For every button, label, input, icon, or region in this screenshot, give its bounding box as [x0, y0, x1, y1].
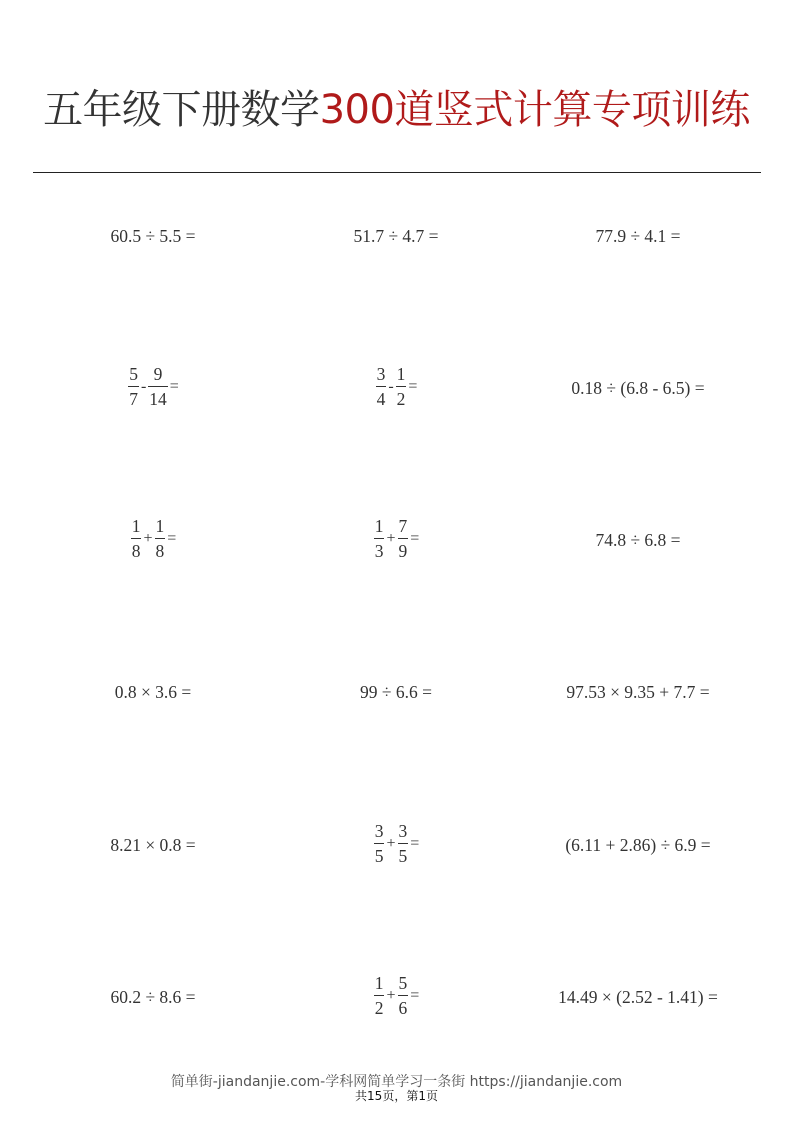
- problem-4-1: [28, 681, 278, 703]
- problem-expression: (6.11 + 2.86) ÷ 6.9 =: [565, 835, 711, 855]
- fraction-expression: [373, 821, 420, 866]
- footer-source: 简单街-jiandanjie.com-学科网简单学习一条街 https://jiandanjie.com: [170, 1074, 623, 1090]
- denominator: 5: [398, 846, 408, 866]
- problem-3-1: [28, 516, 278, 561]
- problem-6-1: [28, 986, 278, 1008]
- operator: +: [143, 529, 153, 547]
- numerator: 9: [153, 364, 163, 384]
- fraction-left: [128, 364, 139, 409]
- fraction-right: [398, 516, 409, 561]
- problem-expression: 0.8 × 3.6 =: [114, 682, 192, 702]
- denominator: 4: [376, 389, 386, 409]
- equals-sign: =: [410, 986, 420, 1004]
- numerator: 5: [398, 973, 408, 993]
- footer-page-number: 共15页，第1页: [355, 1089, 438, 1103]
- fraction-bar: [131, 538, 142, 539]
- problem-expression: 51.7 ÷ 4.7 =: [353, 226, 439, 246]
- title-part1: 五年级下册数学: [43, 87, 320, 133]
- problem-expression: 0.18 ÷ (6.8 - 6.5) =: [571, 378, 705, 398]
- problem-expression: 60.2 ÷ 8.6 =: [110, 987, 196, 1007]
- numerator: 7: [398, 516, 408, 536]
- fraction-bar: [398, 843, 409, 844]
- problem-2-3: [513, 377, 763, 399]
- numerator: 1: [374, 973, 384, 993]
- numerator: 3: [398, 821, 408, 841]
- problem-2-1: [28, 364, 278, 409]
- denominator: 8: [155, 541, 165, 561]
- denominator: 14: [149, 389, 167, 409]
- fraction-right: [155, 516, 166, 561]
- equals-sign: =: [169, 377, 179, 395]
- page-title: [0, 84, 793, 136]
- problem-3-3: [513, 529, 763, 551]
- operator: -: [388, 377, 394, 395]
- problem-expression: 77.9 ÷ 4.1 =: [595, 226, 681, 246]
- problem-6-2: [271, 973, 521, 1018]
- denominator: 7: [129, 389, 138, 409]
- fraction-bar: [398, 538, 409, 539]
- fraction-right: [396, 364, 407, 409]
- problem-4-3: [513, 681, 763, 703]
- problem-expression: 99 ÷ 6.6 =: [360, 682, 432, 702]
- numerator: 3: [374, 821, 384, 841]
- fraction-expression: [373, 516, 420, 561]
- numerator: 1: [396, 364, 406, 384]
- fraction-bar: [398, 995, 409, 996]
- numerator: 5: [129, 364, 138, 384]
- fraction-bar: [148, 386, 168, 387]
- denominator: 3: [374, 541, 384, 561]
- fraction-bar: [374, 843, 385, 844]
- fraction-bar: [396, 386, 407, 387]
- fraction-left: [374, 973, 385, 1018]
- problem-1-3: [513, 225, 763, 247]
- title-divider: [33, 172, 761, 173]
- problem-4-2: [271, 681, 521, 703]
- equals-sign: =: [167, 529, 177, 547]
- fraction-right: [148, 364, 168, 409]
- problem-5-3: [513, 834, 763, 856]
- fraction-expression: [375, 364, 418, 409]
- operator: +: [386, 834, 396, 852]
- problem-expression: 14.49 × (2.52 - 1.41) =: [558, 987, 718, 1007]
- denominator: 2: [396, 389, 406, 409]
- problem-3-2: [271, 516, 521, 561]
- problem-expression: 74.8 ÷ 6.8 =: [595, 530, 681, 550]
- fraction-left: [376, 364, 387, 409]
- fraction-bar: [376, 386, 387, 387]
- fraction-right: [398, 821, 409, 866]
- problem-5-2: [271, 821, 521, 866]
- fraction-bar: [128, 386, 139, 387]
- denominator: 2: [374, 998, 384, 1018]
- fraction-bar: [155, 538, 166, 539]
- problem-5-1: [28, 834, 278, 856]
- problem-expression: 97.53 × 9.35 + 7.7 =: [566, 682, 710, 702]
- operator: +: [386, 986, 396, 1004]
- equals-sign: =: [410, 834, 420, 852]
- fraction-right: [398, 973, 409, 1018]
- fraction-left: [374, 516, 385, 561]
- equals-sign: =: [408, 377, 418, 395]
- fraction-bar: [374, 538, 385, 539]
- operator: +: [386, 529, 396, 547]
- problem-6-3: [513, 986, 763, 1008]
- fraction-expression: [373, 973, 420, 1018]
- problem-1-2: [271, 225, 521, 247]
- denominator: 6: [398, 998, 408, 1018]
- fraction-expression: [127, 364, 179, 409]
- denominator: 9: [398, 541, 408, 561]
- denominator: 5: [374, 846, 384, 866]
- numerator: 1: [131, 516, 141, 536]
- problem-expression: 8.21 × 0.8 =: [110, 835, 196, 855]
- problem-expression: 60.5 ÷ 5.5 =: [110, 226, 196, 246]
- problem-2-2: [271, 364, 521, 409]
- problem-1-1: [28, 225, 278, 247]
- denominator: 8: [131, 541, 141, 561]
- title-part2: 300道竖式计算专项训练: [319, 87, 750, 133]
- fraction-bar: [374, 995, 385, 996]
- numerator: 1: [155, 516, 165, 536]
- operator: -: [140, 377, 147, 395]
- equals-sign: =: [410, 529, 420, 547]
- numerator: 3: [376, 364, 386, 384]
- fraction-left: [131, 516, 142, 561]
- numerator: 1: [374, 516, 384, 536]
- fraction-left: [374, 821, 385, 866]
- fraction-expression: [130, 516, 177, 561]
